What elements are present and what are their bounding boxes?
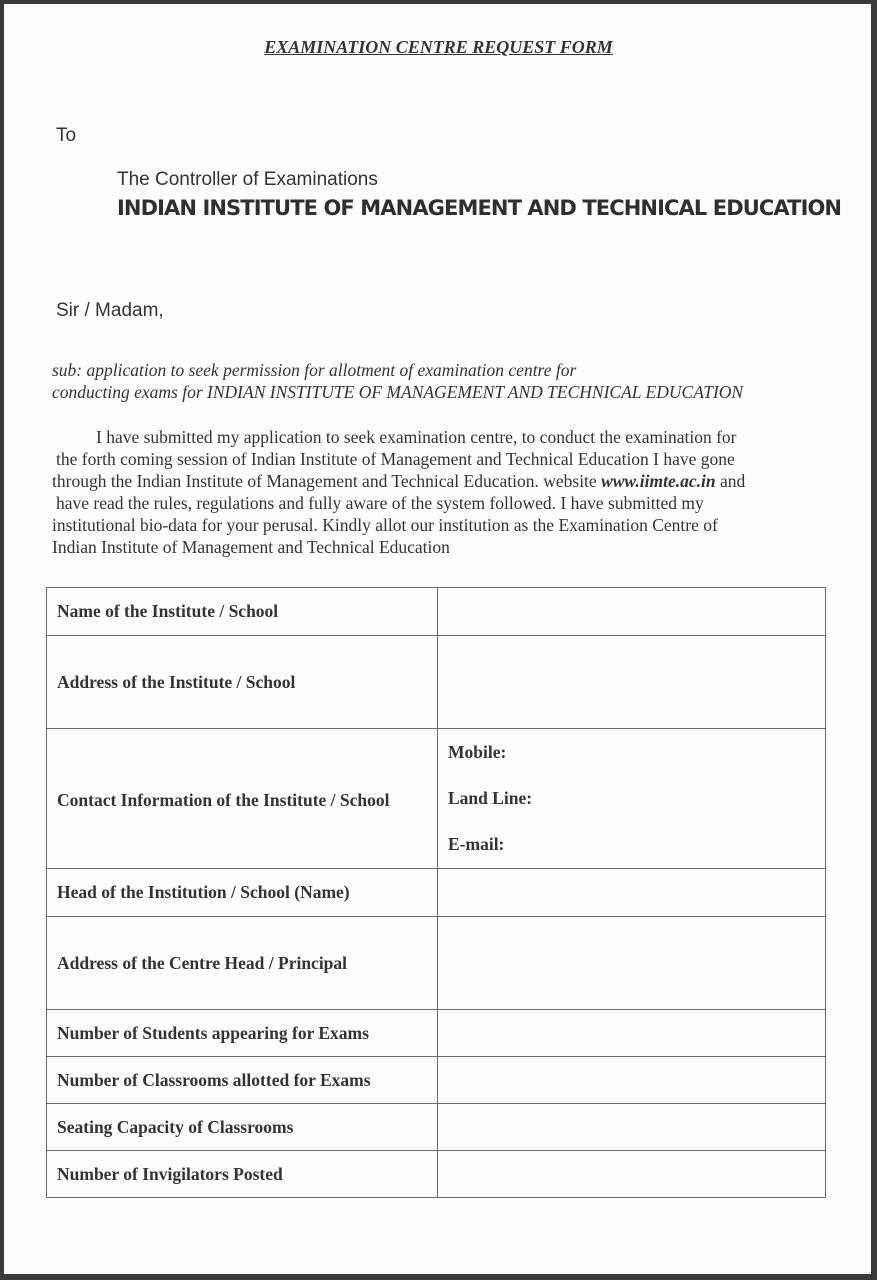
subject-line bbox=[52, 359, 743, 403]
table-row bbox=[47, 1057, 826, 1104]
table-row bbox=[47, 917, 826, 1010]
body-line-5: institutional bio-data for your perusal. Kindly allot our institution as the Examination Centre of bbox=[52, 515, 718, 535]
table-row bbox=[47, 588, 826, 636]
contact-info-cell bbox=[438, 729, 826, 869]
subject-line-1: sub: application to seek permission for allotment of examination centre for bbox=[52, 360, 577, 380]
invigilators-count-field[interactable] bbox=[438, 1151, 826, 1198]
salutation: Sir / Madam, bbox=[56, 300, 164, 321]
body-line-3-text: through the Indian Institute of Management and Technical Education. website bbox=[52, 471, 602, 491]
table-row bbox=[47, 869, 826, 917]
centre-details-table bbox=[46, 587, 826, 1198]
field-label: Number of Invigilators Posted bbox=[47, 1151, 438, 1198]
seating-capacity-field[interactable] bbox=[438, 1104, 826, 1151]
field-label: Seating Capacity of Classrooms bbox=[47, 1104, 438, 1151]
table-row bbox=[47, 636, 826, 729]
subject-line-2: conducting exams for INDIAN INSTITUTE OF MANAGEMENT AND TECHNICAL EDUCATION bbox=[52, 382, 744, 402]
table-row bbox=[47, 729, 826, 869]
body-line-2: the forth coming session of Indian Institute of Management and Technical Education I have gone bbox=[56, 449, 735, 469]
body-paragraph bbox=[52, 426, 862, 558]
mobile-field[interactable]: Mobile: bbox=[448, 742, 507, 762]
table-row bbox=[47, 1010, 826, 1057]
table-row bbox=[47, 1104, 826, 1151]
field-label: Number of Classrooms allotted for Exams bbox=[47, 1057, 438, 1104]
field-label: Address of the Institute / School bbox=[47, 636, 438, 729]
form-page bbox=[4, 4, 871, 1274]
students-count-field[interactable] bbox=[438, 1010, 826, 1057]
body-line-1: I have submitted my application to seek examination centre, to conduct the examination for bbox=[96, 427, 737, 447]
email-field[interactable]: E-mail: bbox=[448, 834, 505, 854]
website-link[interactable]: www.iimte.ac.in bbox=[601, 471, 716, 491]
to-label: To bbox=[56, 125, 77, 146]
body-line-3-end: and bbox=[715, 471, 746, 491]
field-label: Address of the Centre Head / Principal bbox=[47, 917, 438, 1010]
institute-name-field[interactable] bbox=[438, 588, 826, 636]
document-title: EXAMINATION CENTRE REQUEST FORM bbox=[264, 37, 613, 57]
recipient-institute: INDIAN INSTITUTE OF MANAGEMENT AND TECHNICAL EDUCATION bbox=[117, 196, 842, 220]
field-label: Name of the Institute / School bbox=[47, 588, 438, 636]
recipient-title: The Controller of Examinations bbox=[117, 169, 378, 190]
body-line-4: have read the rules, regulations and fully aware of the system followed. I have submitted my bbox=[56, 493, 704, 513]
body-line-3 bbox=[52, 470, 862, 492]
landline-field[interactable]: Land Line: bbox=[448, 788, 533, 808]
classrooms-count-field[interactable] bbox=[438, 1057, 826, 1104]
body-line-6: Indian Institute of Management and Technical Education bbox=[52, 537, 450, 557]
institute-address-field[interactable] bbox=[438, 636, 826, 729]
field-label: Number of Students appearing for Exams bbox=[47, 1010, 438, 1057]
head-address-field[interactable] bbox=[438, 917, 826, 1010]
head-name-field[interactable] bbox=[438, 869, 826, 917]
table-row bbox=[47, 1151, 826, 1198]
field-label: Contact Information of the Institute / School bbox=[47, 729, 438, 869]
field-label: Head of the Institution / School (Name) bbox=[47, 869, 438, 917]
